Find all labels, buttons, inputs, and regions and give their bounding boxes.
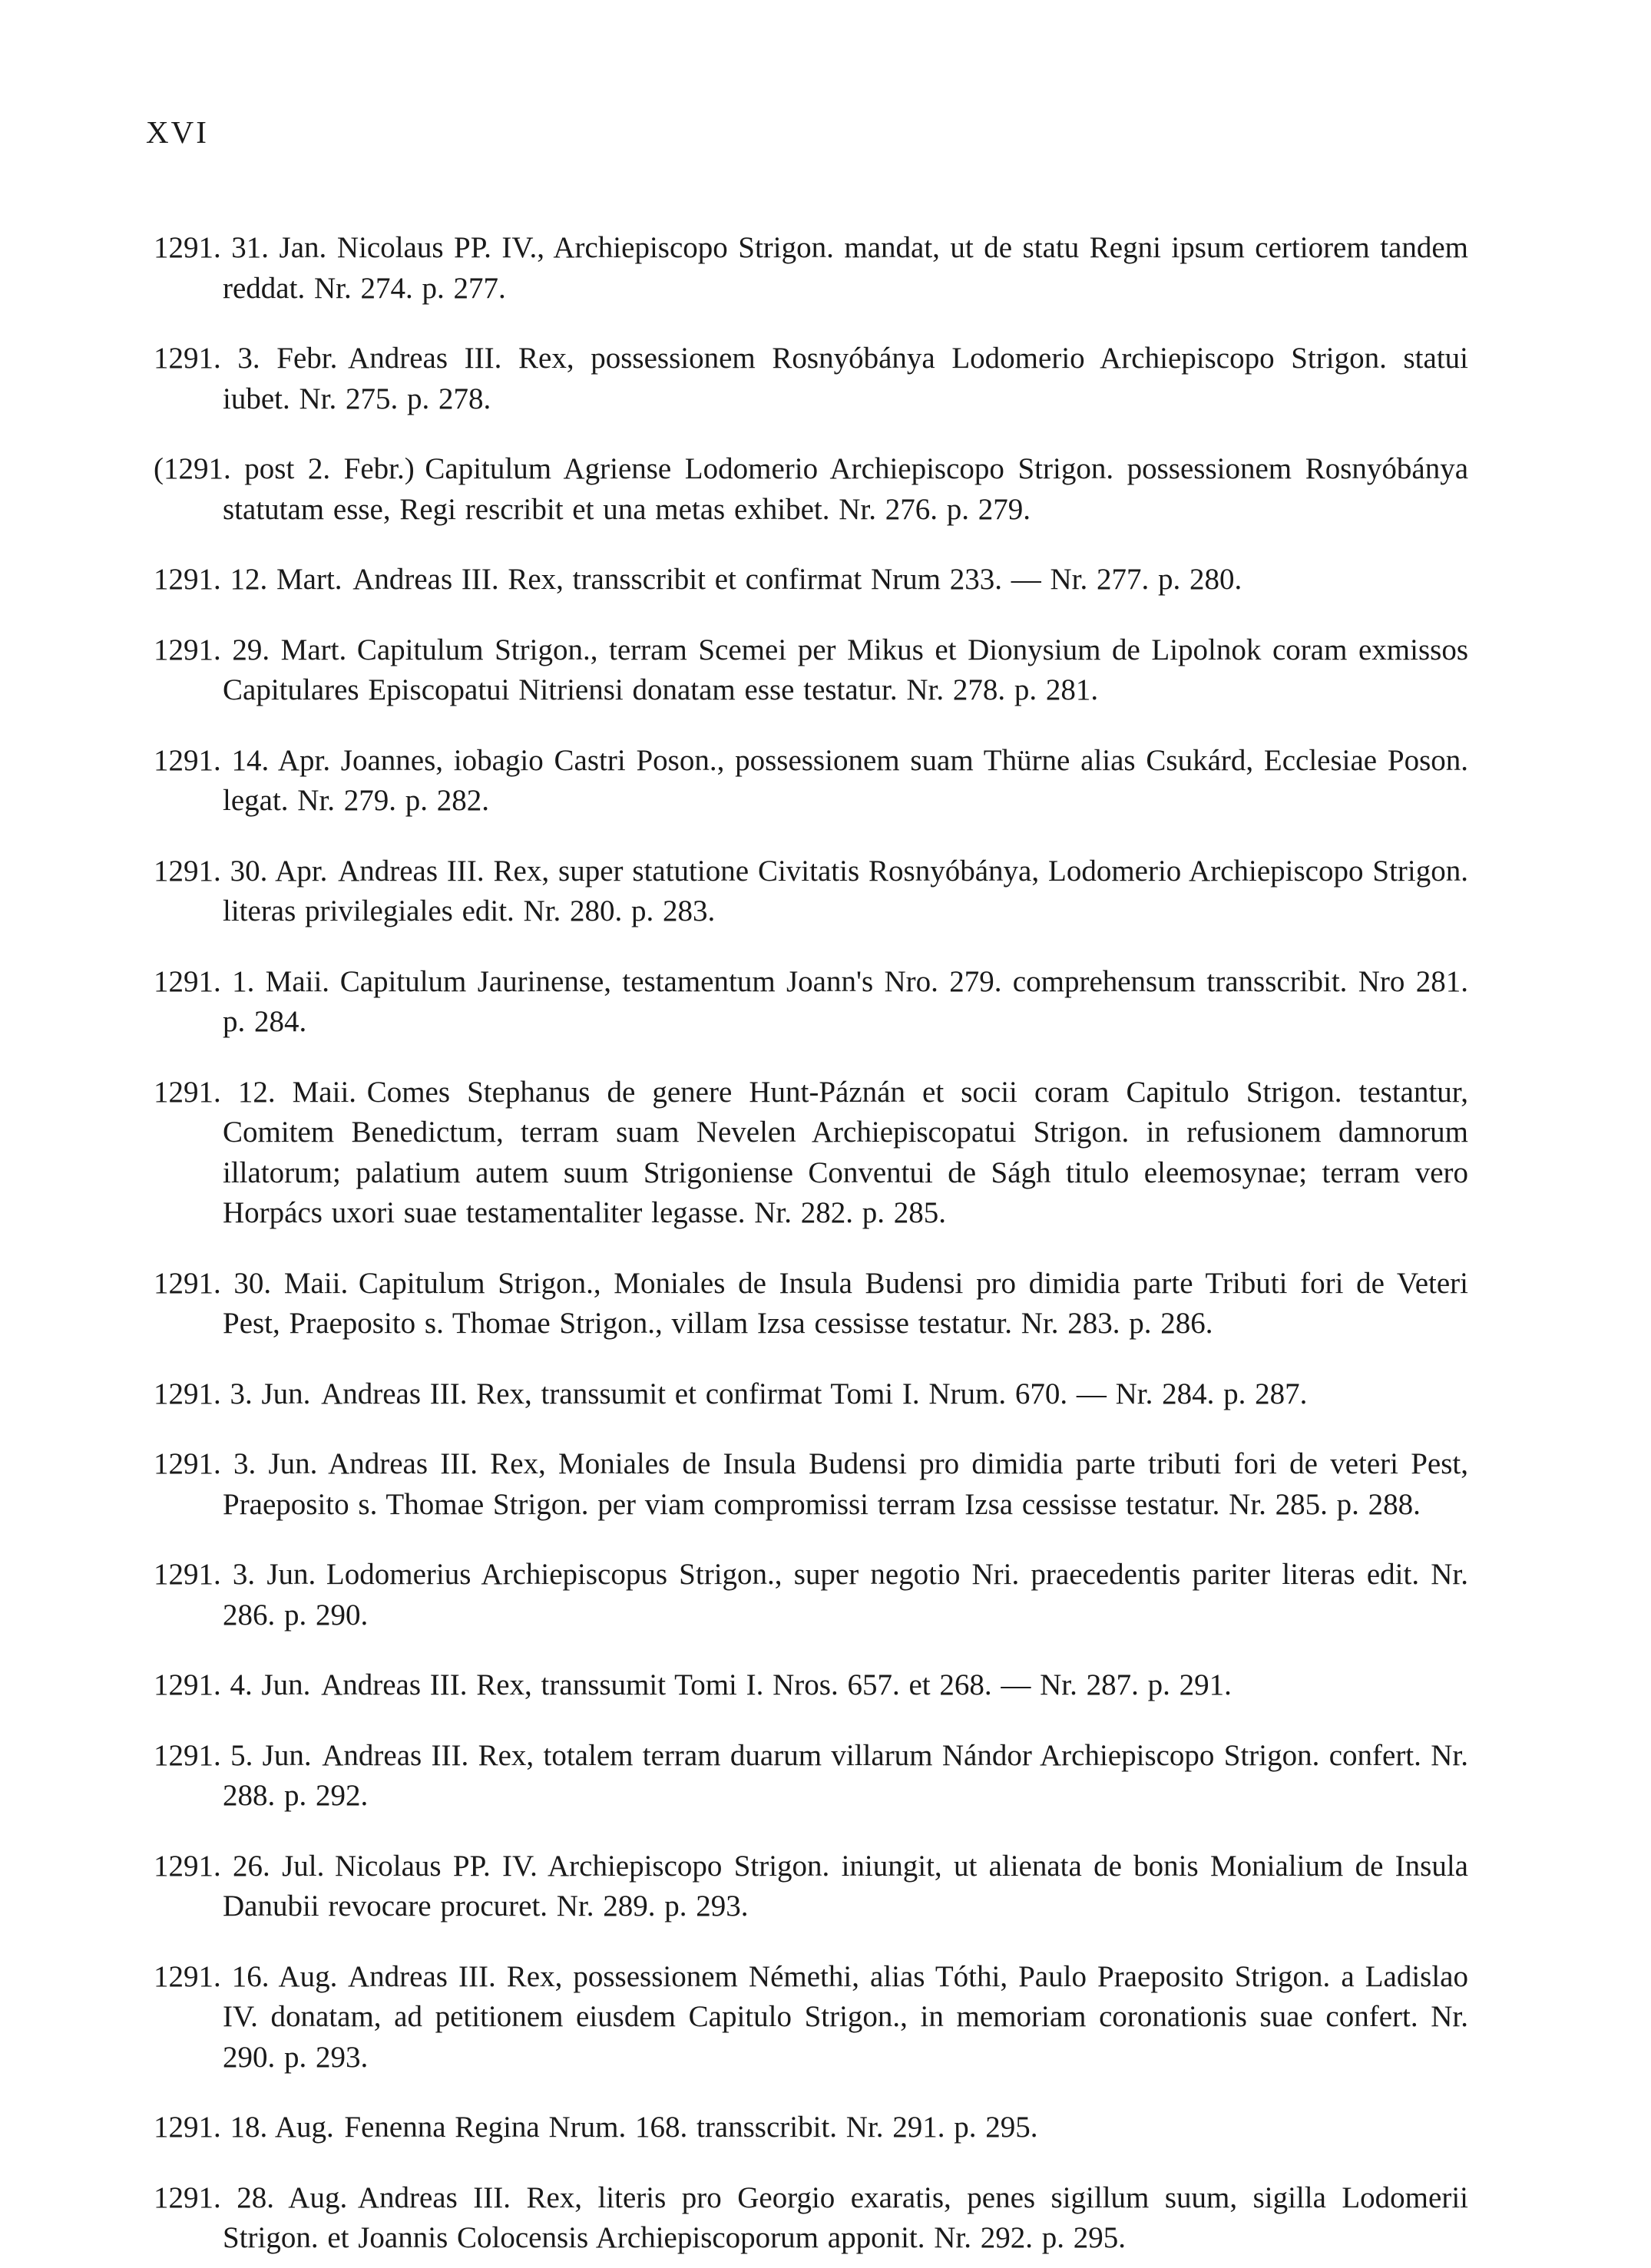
regesta-entry: [154, 1957, 1468, 2078]
regesta-entry: [154, 2108, 1468, 2148]
regesta-entry: [154, 560, 1468, 600]
entry-date: 1291. 1. Maii.: [154, 964, 330, 998]
entry-text: Andreas III. Rex, literis pro Georgio exaratis, penes sigillum suum, sigilla Lodomerii Strigon. et Joannis Colocensis Archiepiscoporum apponit. Nr. 292. p. 295.: [223, 2180, 1468, 2254]
entry-text: Andreas III. Rex, transsumit et confirmat Tomi I. Nrum. 670. — Nr. 284. p. 287.: [321, 1377, 1308, 1410]
entry-date: 1291. 3. Jun.: [154, 1558, 316, 1591]
entry-text: Andreas III. Rex, possessionem Némethi, alias Tóthi, Paulo Praeposito Strigon. a Ladislao IV. donatam, ad petitionem eiusdem Capitulo Strigon., in memoriam coronationis suae confert. Nr. 290. p. 293.: [223, 1959, 1468, 2074]
regesta-entry: [154, 741, 1468, 822]
entry-text: Andreas III. Rex, possessionem Rosnyóbánya Lodomerio Archiepiscopo Strigon. statui iubet. Nr. 275. p. 278.: [223, 342, 1468, 415]
regesta-entry: [154, 1555, 1468, 1635]
entry-date: 1291. 28. Aug.: [154, 2180, 348, 2214]
regesta-entry: [154, 1444, 1468, 1525]
entry-text: Comes Stephanus de genere Hunt-Páznán et socii coram Capitulo Strigon. testantur, Comitem Benedictum, terram suam Nevelen Archiepiscopatui Strigon. in refusionem damnorum illatorum; palatium autem suum Strigoniense Conventui de Ságh titulo eleemosynae; terram vero Horpács uxori suae testamentaliter legasse. Nr. 282. p. 285.: [223, 1075, 1468, 1229]
entry-date: 1291. 4. Jun.: [154, 1668, 311, 1701]
regesta-entry: [154, 962, 1468, 1043]
regesta-entry: [154, 1665, 1468, 1706]
entry-text: Andreas III. Rex, transsumit Tomi I. Nros. 657. et 268. — Nr. 287. p. 291.: [321, 1668, 1232, 1701]
entry-text: Andreas III. Rex, super statutione Civitatis Rosnyóbánya, Lodomerio Archiepiscopo Strigon. literas privilegiales edit. Nr. 280. p. 283.: [223, 854, 1468, 927]
entry-date: 1291. 26. Jul.: [154, 1849, 325, 1883]
entry-date: 1291. 16. Aug.: [154, 1959, 338, 1993]
entry-date: (1291. post 2. Febr.): [154, 452, 415, 485]
entry-date: 1291. 31. Jan.: [154, 231, 327, 264]
entry-text: Nicolaus PP. IV., Archiepiscopo Strigon. mandat, ut de statu Regni ipsum certiorem tandem reddat. Nr. 274. p. 277.: [223, 231, 1468, 305]
entry-text: Capitulum Strigon., Moniales de Insula Budensi pro dimidia parte Tributi fori de Veteri Pest, Praeposito s. Thomae Strigon., villam Izsa cessisse testatur. Nr. 283. p. 286.: [223, 1266, 1468, 1340]
entry-date: 1291. 3. Jun.: [154, 1377, 311, 1410]
entry-text: Andreas III. Rex, transscribit et confirmat Nrum 233. — Nr. 277. p. 280.: [352, 563, 1242, 596]
entry-text: Nicolaus PP. IV. Archiepiscopo Strigon. iniungit, ut alienata de bonis Monialium de Insula Danubii revocare procuret. Nr. 289. p. 293.: [223, 1849, 1468, 1923]
entry-date: 1291. 30. Maii.: [154, 1266, 349, 1300]
entry-date: 1291. 12. Maii.: [154, 1075, 357, 1109]
entry-text: Andreas III. Rex, totalem terram duarum villarum Nándor Archiepiscopo Strigon. confert. Nr. 288. p. 292.: [223, 1738, 1468, 1812]
entry-date: 1291. 30. Apr.: [154, 854, 328, 888]
regesta-entry: [154, 228, 1468, 309]
regesta-entry: [154, 1264, 1468, 1344]
entry-text: Andreas III. Rex, Moniales de Insula Budensi pro dimidia parte tributi fori de veteri Pest, Praeposito s. Thomae Strigon. per viam compromissi terram Izsa cessisse testatur. Nr. 285. p. 288.: [223, 1447, 1468, 1521]
regesta-entry: [154, 1846, 1468, 1927]
entry-date: 1291. 14. Apr.: [154, 743, 331, 777]
entry-text: Lodomerius Archiepiscopus Strigon., super negotio Nri. praecedentis pariter literas edit. Nr. 286. p. 290.: [223, 1558, 1469, 1632]
regesta-entry: [154, 1736, 1468, 1817]
entry-date: 1291. 3. Febr.: [154, 342, 338, 375]
regesta-entry: [154, 2178, 1468, 2259]
regesta-entry: [154, 851, 1468, 932]
entry-text: Capitulum Agriense Lodomerio Archiepiscopo Strigon. possessionem Rosnyóbánya statutam esse, Regi rescribit et una metas exhibet. Nr. 276. p. 279.: [223, 452, 1468, 526]
entry-date: 1291. 12. Mart.: [154, 563, 342, 596]
regesta-entry: [154, 1374, 1468, 1415]
regesta-entry: [154, 339, 1468, 419]
entry-text: Capitulum Strigon., terram Scemei per Mikus et Dionysium de Lipolnok coram exmissos Capitulares Episcopatui Nitriensi donatam esse testatur. Nr. 278. p. 281.: [223, 633, 1469, 706]
regesta-entry: [154, 449, 1468, 530]
regesta-entry: [154, 1073, 1468, 1234]
entry-text: Joannes, iobagio Castri Poson., possessionem suam Thürne alias Csukárd, Ecclesiae Poson. legat. Nr. 279. p. 282.: [223, 743, 1468, 817]
entry-date: 1291. 5. Jun.: [154, 1738, 312, 1772]
entry-text: Fenenna Regina Nrum. 168. transscribit. Nr. 291. p. 295.: [344, 2111, 1038, 2144]
entry-text: Capitulum Jaurinense, testamentum Joann's Nro. 279. comprehensum transscribit. Nro 281. p. 284.: [223, 964, 1468, 1038]
page-number: XVI: [146, 114, 209, 150]
entry-date: 1291. 29. Mart.: [154, 633, 347, 666]
entry-date: 1291. 18. Aug.: [154, 2111, 334, 2144]
entry-date: 1291. 3. Jun.: [154, 1447, 318, 1480]
regesta-list: [154, 198, 1468, 2268]
regesta-entry: [154, 630, 1468, 711]
